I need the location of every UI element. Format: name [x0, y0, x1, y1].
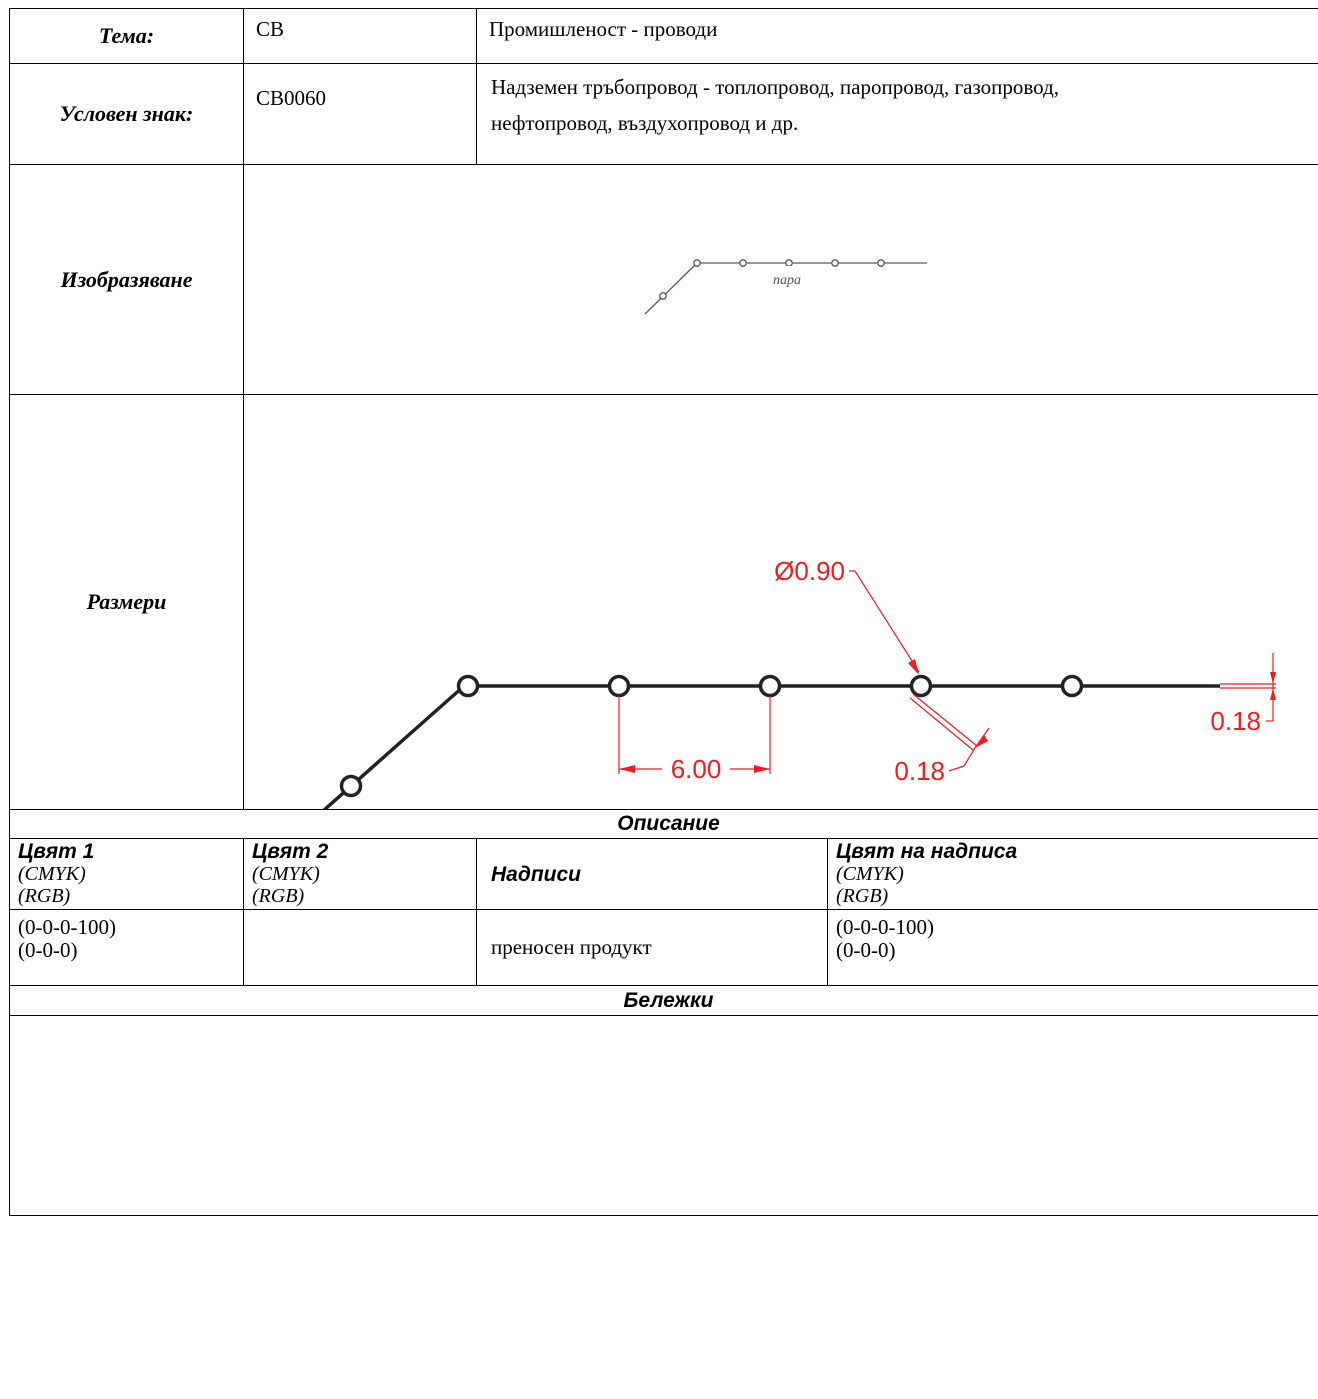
support-circle: [912, 677, 931, 696]
description-title: Описание: [10, 810, 1318, 839]
spacing-dimension-label: 6.00: [670, 754, 722, 784]
labels-value: преносен продукт: [477, 910, 828, 986]
line-width-arrowhead-bottom: [1270, 688, 1276, 700]
text-color-cmyk-value: (0-0-0-100): [836, 915, 934, 939]
notes-title: Бележки: [10, 986, 1318, 1016]
color2-rgb-caption: (RGB): [252, 885, 305, 907]
color1-values: [10, 910, 244, 986]
color2-cmyk-caption: (CMYK): [252, 863, 320, 885]
notes-header-row: [10, 986, 1318, 1016]
circle-width-leader: [964, 748, 975, 766]
theme-name: Промишленост - проводи: [477, 9, 1318, 64]
symbol-spec-table: [9, 8, 1318, 1216]
depiction-symbol-drawing: [244, 165, 1318, 394]
support-circle: [342, 777, 361, 796]
color1-cmyk-value: (0-0-0-100): [18, 915, 116, 939]
color2-header: [244, 839, 477, 910]
notes-body-row: [10, 1016, 1318, 1216]
depiction-support-circle: [786, 260, 792, 266]
text-color-header: [828, 839, 1318, 910]
line-width-arrowhead-top: [1270, 672, 1276, 684]
color1-cmyk-caption: (CMYK): [18, 863, 86, 885]
diameter-arrowhead: [908, 659, 919, 675]
text-color-title: Цвят на надписа: [836, 840, 1018, 863]
color1-title: Цвят 1: [18, 840, 95, 863]
text-color-cmyk-caption: (CMYK): [836, 863, 904, 885]
depiction-pipe-diagonal: [645, 263, 697, 314]
support-circle: [459, 677, 478, 696]
symbol-label: Условен знак:: [10, 64, 244, 165]
circle-width-dimension-label: 0.18: [894, 756, 945, 786]
text-color-values: [828, 910, 1318, 986]
symbol-row: [10, 64, 1318, 165]
support-circle: [1063, 677, 1082, 696]
line-width-dimension-label: 0.18: [1210, 706, 1261, 736]
diameter-dimension-label: Ø0.90: [774, 556, 845, 586]
description-values-row: [10, 910, 1318, 986]
color1-header: [10, 839, 244, 910]
theme-label: Тема:: [10, 9, 244, 64]
depiction-support-circle: [740, 260, 746, 266]
dimensions-label: Размери: [10, 395, 244, 810]
depiction-support-circle: [878, 260, 884, 266]
spacing-arrow-right: [754, 765, 770, 773]
depiction-support-circle: [694, 260, 700, 266]
color1-rgb-value: (0-0-0): [18, 938, 78, 962]
depiction-label: Изобразяване: [10, 165, 244, 395]
labels-title: Надписи: [491, 863, 581, 886]
symbol-description-line1: Надземен тръбопровод - топлопровод, паропровод, газопровод,: [491, 75, 1060, 99]
depiction-sample-label: пара: [773, 273, 801, 288]
depiction-support-circle: [832, 260, 838, 266]
description-header-row: [10, 810, 1318, 839]
color1-rgb-caption: (RGB): [18, 885, 71, 907]
circle-width-arrowhead: [975, 735, 988, 748]
notes-body: [10, 1016, 1318, 1216]
dimensions-cell: [244, 395, 1318, 810]
depiction-support-circle: [660, 293, 666, 299]
support-circle: [610, 677, 629, 696]
symbol-description: [477, 64, 1318, 165]
text-color-rgb-value: (0-0-0): [836, 938, 896, 962]
theme-code: СВ: [244, 9, 477, 64]
depiction-cell: [244, 165, 1318, 395]
circle-width-leader-shoulder: [949, 766, 964, 771]
color2-values: [244, 910, 477, 986]
dimensions-row: [10, 395, 1318, 810]
pipe-diagonal: [288, 686, 464, 809]
diameter-leader: [855, 571, 919, 672]
circle-width-dimension-b: [910, 698, 973, 750]
support-circle: [761, 677, 780, 696]
spacing-arrow-left: [619, 765, 635, 773]
depiction-row: [10, 165, 1318, 395]
color2-title: Цвят 2: [252, 840, 329, 863]
description-columns-row: [10, 839, 1318, 910]
text-color-rgb-caption: (RGB): [836, 885, 889, 907]
labels-header: [477, 839, 828, 910]
symbol-code: [244, 64, 477, 165]
theme-row: [10, 9, 1318, 64]
symbol-description-line2: нефтопровод, въздухопровод и др.: [491, 111, 799, 135]
circle-width-dimension-a: [913, 694, 977, 746]
symbol-code-text: СВ0060: [256, 86, 327, 110]
dimensions-drawing: [244, 395, 1318, 809]
